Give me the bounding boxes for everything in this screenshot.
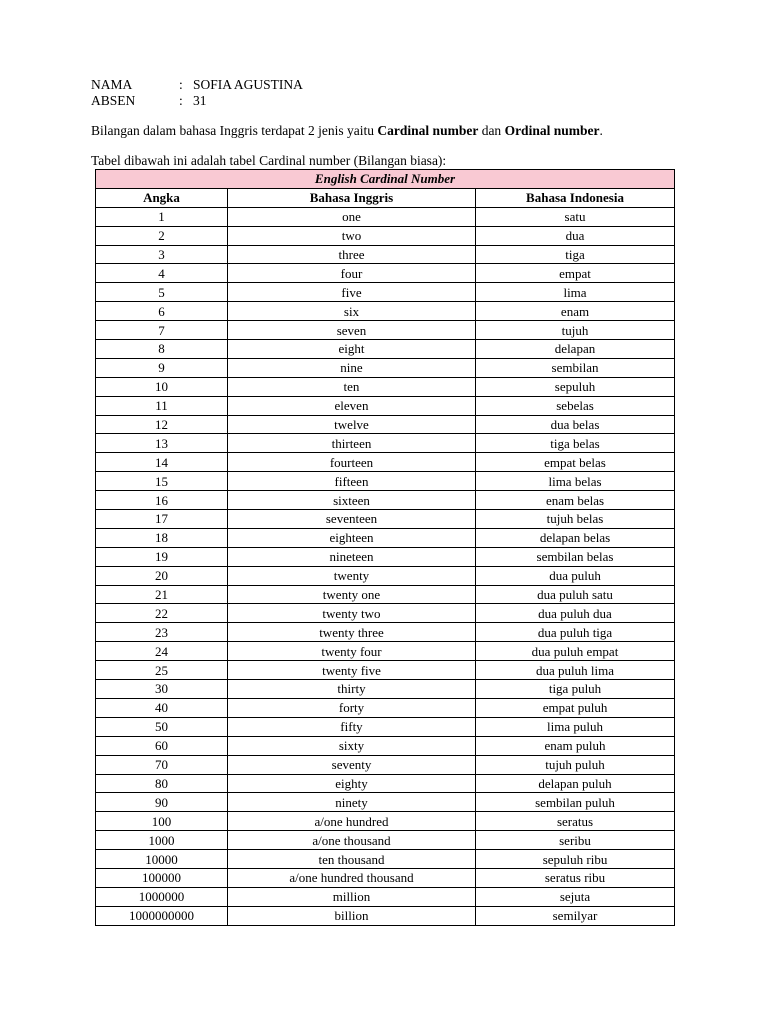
- table-row: [96, 793, 675, 812]
- cell-angka: 13: [96, 434, 228, 453]
- cell-angka: 12: [96, 415, 228, 434]
- table-row: [96, 698, 675, 717]
- table-row: [96, 661, 675, 680]
- table-row: [96, 585, 675, 604]
- cell-angka: 100: [96, 812, 228, 831]
- table-row: [96, 774, 675, 793]
- cell-bahasa-indonesia: sepuluh ribu: [476, 850, 675, 869]
- table-row: [96, 528, 675, 547]
- cell-bahasa-indonesia: lima puluh: [476, 717, 675, 736]
- cell-bahasa-inggris: twenty one: [228, 585, 476, 604]
- table-row: [96, 321, 675, 340]
- table-title: English Cardinal Number: [96, 170, 675, 189]
- cell-bahasa-indonesia: seribu: [476, 831, 675, 850]
- cell-angka: 25: [96, 661, 228, 680]
- cell-bahasa-indonesia: dua puluh: [476, 566, 675, 585]
- cell-bahasa-indonesia: lima: [476, 283, 675, 302]
- cell-bahasa-inggris: eleven: [228, 396, 476, 415]
- cell-bahasa-indonesia: seratus: [476, 812, 675, 831]
- table-row: [96, 906, 675, 925]
- absen-label: ABSEN: [91, 92, 136, 108]
- cell-bahasa-inggris: five: [228, 283, 476, 302]
- table-row: [96, 623, 675, 642]
- cell-angka: 1000: [96, 831, 228, 850]
- table-row: [96, 283, 675, 302]
- cell-angka: 17: [96, 510, 228, 529]
- intro-text-before: Bilangan dalam bahasa Inggris terdapat 2 jenis yaitu: [91, 123, 378, 138]
- cell-bahasa-inggris: twenty four: [228, 642, 476, 661]
- table-row: [96, 453, 675, 472]
- cell-bahasa-inggris: million: [228, 887, 476, 906]
- cell-angka: 2: [96, 226, 228, 245]
- name-label: NAMA: [91, 77, 133, 92]
- cell-bahasa-indonesia: sembilan belas: [476, 547, 675, 566]
- cell-bahasa-inggris: eighty: [228, 774, 476, 793]
- cell-bahasa-indonesia: lima belas: [476, 472, 675, 491]
- cell-angka: 5: [96, 283, 228, 302]
- cell-angka: 15: [96, 472, 228, 491]
- table-row: [96, 755, 675, 774]
- cell-angka: 20: [96, 566, 228, 585]
- table-row: [96, 736, 675, 755]
- cell-angka: 11: [96, 396, 228, 415]
- cell-bahasa-indonesia: tiga puluh: [476, 680, 675, 699]
- column-header-bahasa-inggris: Bahasa Inggris: [228, 188, 476, 207]
- intro-text-end: .: [599, 123, 603, 138]
- cell-bahasa-inggris: forty: [228, 698, 476, 717]
- table-row: [96, 680, 675, 699]
- cell-bahasa-inggris: twenty five: [228, 661, 476, 680]
- cell-bahasa-inggris: thirteen: [228, 434, 476, 453]
- cell-bahasa-inggris: a/one hundred thousand: [228, 868, 476, 887]
- cell-bahasa-inggris: seventy: [228, 755, 476, 774]
- cell-bahasa-indonesia: enam puluh: [476, 736, 675, 755]
- cell-angka: 4: [96, 264, 228, 283]
- table-row: [96, 812, 675, 831]
- cell-angka: 50: [96, 717, 228, 736]
- intro-term-cardinal: Cardinal number: [377, 123, 479, 138]
- cell-bahasa-indonesia: delapan: [476, 340, 675, 359]
- cell-angka: 1000000000: [96, 906, 228, 925]
- table-row: [96, 850, 675, 869]
- cell-bahasa-inggris: sixty: [228, 736, 476, 755]
- cell-angka: 100000: [96, 868, 228, 887]
- cell-angka: 18: [96, 528, 228, 547]
- cell-bahasa-inggris: nineteen: [228, 547, 476, 566]
- cell-bahasa-inggris: a/one hundred: [228, 812, 476, 831]
- cell-bahasa-indonesia: enam belas: [476, 491, 675, 510]
- cardinal-number-table: [95, 169, 675, 926]
- table-row: [96, 717, 675, 736]
- cell-bahasa-inggris: eighteen: [228, 528, 476, 547]
- cell-angka: 40: [96, 698, 228, 717]
- table-row: [96, 868, 675, 887]
- table-body: [96, 207, 675, 925]
- cell-bahasa-indonesia: satu: [476, 207, 675, 226]
- cell-angka: 80: [96, 774, 228, 793]
- cell-bahasa-inggris: six: [228, 302, 476, 321]
- cell-bahasa-inggris: sixteen: [228, 491, 476, 510]
- table-row: [96, 510, 675, 529]
- cell-angka: 22: [96, 604, 228, 623]
- table-row: [96, 302, 675, 321]
- name-row: [91, 77, 303, 93]
- table-row: [96, 831, 675, 850]
- cell-bahasa-indonesia: dua puluh lima: [476, 661, 675, 680]
- cell-bahasa-indonesia: dua: [476, 226, 675, 245]
- table-row: [96, 472, 675, 491]
- table-row: [96, 547, 675, 566]
- cell-angka: 8: [96, 340, 228, 359]
- cell-bahasa-indonesia: tujuh belas: [476, 510, 675, 529]
- table-row: [96, 491, 675, 510]
- table-row: [96, 434, 675, 453]
- cell-angka: 60: [96, 736, 228, 755]
- cell-bahasa-indonesia: empat: [476, 264, 675, 283]
- cell-bahasa-indonesia: seratus ribu: [476, 868, 675, 887]
- cell-bahasa-indonesia: sembilan puluh: [476, 793, 675, 812]
- cell-bahasa-indonesia: semilyar: [476, 906, 675, 925]
- table-title-row: [96, 170, 675, 189]
- cell-bahasa-inggris: seventeen: [228, 510, 476, 529]
- student-info: [91, 77, 303, 108]
- cell-bahasa-indonesia: delapan belas: [476, 528, 675, 547]
- table-row: [96, 566, 675, 585]
- table-caption: Tabel dibawah ini adalah tabel Cardinal number (Bilangan biasa):: [91, 153, 447, 168]
- cell-angka: 6: [96, 302, 228, 321]
- cell-bahasa-indonesia: dua puluh satu: [476, 585, 675, 604]
- cell-bahasa-indonesia: dua puluh dua: [476, 604, 675, 623]
- cell-angka: 10: [96, 377, 228, 396]
- cell-bahasa-indonesia: tujuh: [476, 321, 675, 340]
- cell-bahasa-inggris: three: [228, 245, 476, 264]
- intro-text-mid: dan: [478, 123, 505, 138]
- cell-bahasa-indonesia: enam: [476, 302, 675, 321]
- cell-bahasa-inggris: one: [228, 207, 476, 226]
- cell-bahasa-inggris: fifty: [228, 717, 476, 736]
- cell-bahasa-inggris: twelve: [228, 415, 476, 434]
- cell-angka: 30: [96, 680, 228, 699]
- column-header-bahasa-indonesia: Bahasa Indonesia: [476, 188, 675, 207]
- cell-bahasa-indonesia: tiga: [476, 245, 675, 264]
- table-row: [96, 396, 675, 415]
- table-row: [96, 642, 675, 661]
- name-value: SOFIA AGUSTINA: [193, 77, 303, 92]
- table-row: [96, 415, 675, 434]
- absen-value: 31: [193, 92, 207, 108]
- table-header-row: [96, 188, 675, 207]
- cell-bahasa-indonesia: tiga belas: [476, 434, 675, 453]
- cell-angka: 14: [96, 453, 228, 472]
- cell-angka: 10000: [96, 850, 228, 869]
- name-separator: :: [179, 77, 183, 92]
- cell-bahasa-indonesia: empat belas: [476, 453, 675, 472]
- cell-angka: 1: [96, 207, 228, 226]
- cell-angka: 7: [96, 321, 228, 340]
- table-row: [96, 887, 675, 906]
- cell-bahasa-indonesia: sejuta: [476, 887, 675, 906]
- cell-angka: 90: [96, 793, 228, 812]
- cell-bahasa-inggris: ninety: [228, 793, 476, 812]
- table-row: [96, 245, 675, 264]
- cell-angka: 70: [96, 755, 228, 774]
- cell-bahasa-inggris: a/one thousand: [228, 831, 476, 850]
- cell-bahasa-indonesia: sembilan: [476, 358, 675, 377]
- cell-bahasa-inggris: ten thousand: [228, 850, 476, 869]
- cell-bahasa-indonesia: delapan puluh: [476, 774, 675, 793]
- column-header-angka: Angka: [96, 188, 228, 207]
- cell-bahasa-inggris: nine: [228, 358, 476, 377]
- cell-angka: 1000000: [96, 887, 228, 906]
- intro-term-ordinal: Ordinal number: [504, 123, 600, 138]
- cell-angka: 3: [96, 245, 228, 264]
- absen-row: [91, 93, 303, 109]
- cell-bahasa-inggris: twenty two: [228, 604, 476, 623]
- table-row: [96, 340, 675, 359]
- cell-bahasa-inggris: fourteen: [228, 453, 476, 472]
- cell-angka: 9: [96, 358, 228, 377]
- cell-bahasa-inggris: twenty three: [228, 623, 476, 642]
- table-row: [96, 226, 675, 245]
- cell-bahasa-indonesia: dua puluh tiga: [476, 623, 675, 642]
- cell-bahasa-inggris: fifteen: [228, 472, 476, 491]
- table-row: [96, 264, 675, 283]
- cell-bahasa-indonesia: dua puluh empat: [476, 642, 675, 661]
- cell-bahasa-inggris: four: [228, 264, 476, 283]
- cell-bahasa-indonesia: sebelas: [476, 396, 675, 415]
- cell-bahasa-indonesia: dua belas: [476, 415, 675, 434]
- table-row: [96, 207, 675, 226]
- cell-bahasa-inggris: twenty: [228, 566, 476, 585]
- cell-bahasa-inggris: two: [228, 226, 476, 245]
- cell-angka: 19: [96, 547, 228, 566]
- cell-angka: 23: [96, 623, 228, 642]
- cell-bahasa-inggris: seven: [228, 321, 476, 340]
- table-row: [96, 604, 675, 623]
- cell-angka: 24: [96, 642, 228, 661]
- cell-angka: 21: [96, 585, 228, 604]
- table-row: [96, 358, 675, 377]
- cell-bahasa-indonesia: sepuluh: [476, 377, 675, 396]
- cell-bahasa-inggris: ten: [228, 377, 476, 396]
- cell-angka: 16: [96, 491, 228, 510]
- intro-paragraph: [91, 123, 603, 139]
- cell-bahasa-inggris: thirty: [228, 680, 476, 699]
- cell-bahasa-indonesia: tujuh puluh: [476, 755, 675, 774]
- cell-bahasa-inggris: billion: [228, 906, 476, 925]
- table-row: [96, 377, 675, 396]
- cell-bahasa-indonesia: empat puluh: [476, 698, 675, 717]
- absen-separator: :: [179, 92, 183, 108]
- cell-bahasa-inggris: eight: [228, 340, 476, 359]
